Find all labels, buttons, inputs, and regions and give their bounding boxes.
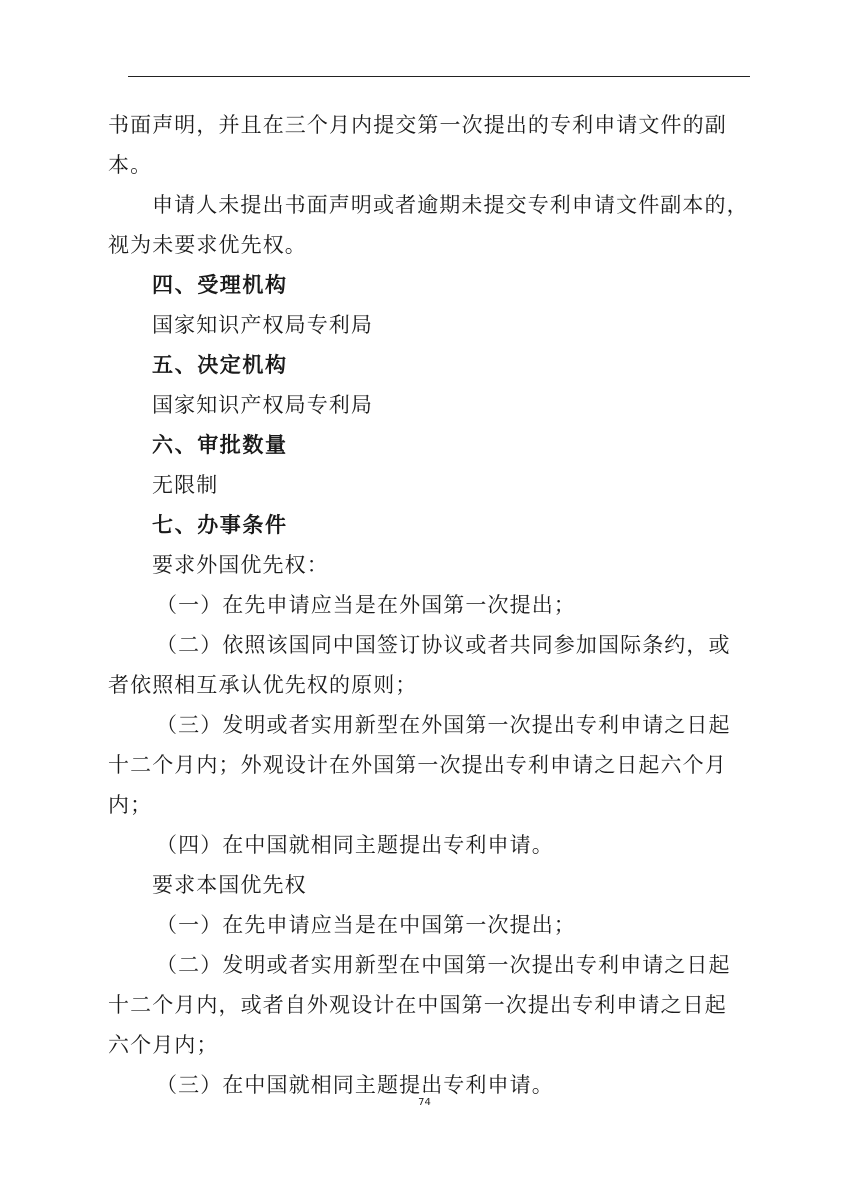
text-line: （二）发明或者实用新型在中国第一次提出专利申请之日起 [156, 953, 731, 977]
text-line: 视为未要求优先权。 [108, 233, 307, 257]
text-line: 者依照相互承认优先权的原则； [108, 673, 418, 697]
text-line: （一）在先申请应当是在外国第一次提出； [156, 593, 576, 617]
text-line: 国家知识产权局专利局 [152, 313, 373, 337]
text-line: （三）发明或者实用新型在外国第一次提出专利申请之日起 [156, 713, 731, 737]
page-number: 74 [418, 1097, 431, 1108]
section-heading: 七、办事条件 [152, 513, 288, 537]
document-body [108, 105, 760, 1105]
text-line: 十二个月内，或者自外观设计在中国第一次提出专利申请之日起 [108, 993, 727, 1017]
section-heading: 五、决定机构 [152, 353, 288, 377]
text-line: 要求外国优先权： [152, 553, 329, 577]
section-heading: 四、受理机构 [152, 273, 288, 297]
section-heading: 六、审批数量 [152, 433, 288, 457]
text-line: 国家知识产权局专利局 [152, 393, 373, 417]
text-line: （三）在中国就相同主题提出专利申请。 [156, 1073, 554, 1097]
text-line: 内； [108, 793, 153, 817]
text-line: 六个月内； [108, 1033, 219, 1057]
text-line: 十二个月内；外观设计在外国第一次提出专利申请之日起六个月 [108, 753, 727, 777]
text-line: 本。 [108, 153, 153, 177]
text-line: 书面声明，并且在三个月内提交第一次提出的专利申请文件的副 [108, 113, 727, 137]
text-line: 要求本国优先权 [152, 873, 307, 897]
header-rule [128, 76, 750, 77]
text-line: （四）在中国就相同主题提出专利申请。 [156, 833, 554, 857]
text-line: （二）依照该国同中国签订协议或者共同参加国际条约，或 [156, 633, 731, 657]
text-line: 申请人未提出书面声明或者逾期未提交专利申请文件副本的， [152, 193, 749, 217]
text-line: 无限制 [152, 473, 219, 497]
text-line: （一）在先申请应当是在中国第一次提出； [156, 913, 576, 937]
